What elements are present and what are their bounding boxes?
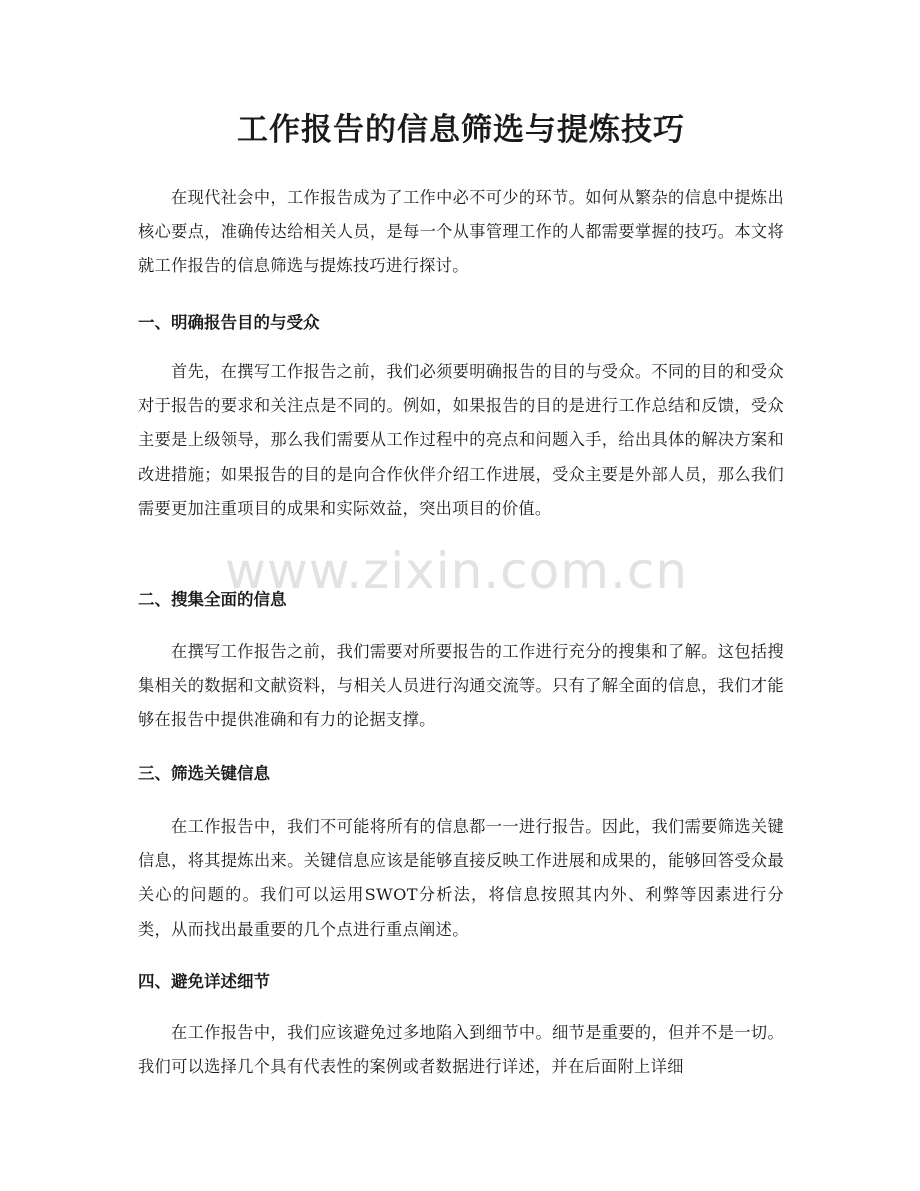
section-heading-1: 一、明确报告目的与受众 (138, 313, 320, 332)
document-title: 工作报告的信息筛选与提炼技巧 (237, 112, 685, 148)
section-heading-3: 三、筛选关键信息 (138, 764, 270, 783)
section-heading-2: 二、搜集全面的信息 (138, 590, 287, 609)
section-body-4: 在工作报告中，我们应该避免过多地陷入到细节中。细节是重要的，但并不是一切。我们可以选择几个具有代表性的案例或者数据进行详述，并在后面附上详细 (138, 1023, 784, 1077)
watermark-text: www.zixin.com.cn (225, 542, 689, 600)
intro-paragraph: 在现代社会中，工作报告成为了工作中必不可少的环节。如何从繁杂的信息中提炼出核心要点，准确传达给相关人员，是每一个从事管理工作的人都需要掌握的技巧。本文将就工作报告的信息筛选与提炼技巧进行探讨。 (138, 188, 784, 276)
section-body-3: 在工作报告中，我们不可能将所有的信息都一一进行报告。因此，我们需要筛选关键信息，将其提炼出来。关键信息应该是能够直接反映工作进展和成果的，能够回答受众最关心的问题的。我们可以运用SWOT分析法，将信息按照其内外、利弊等因素进行分类，从而找出最重要的几个点进行重点阐述。 (138, 817, 784, 939)
section-body-1: 首先，在撰写工作报告之前，我们必须要明确报告的目的与受众。不同的目的和受众对于报告的要求和关注点是不同的。例如，如果报告的目的是进行工作总结和反馈，受众主要是上级领导，那么我们需要从工作过程中的亮点和问题入手，给出具体的解决方案和改进措施；如果报告的目的是向合作伙伴介绍工作进展，受众主要是外部人员，那么我们需要更加注重项目的成果和实际效益，突出项目的价值。 (138, 362, 784, 518)
document-page (138, 0, 784, 1191)
section-body-2: 在撰写工作报告之前，我们需要对所要报告的工作进行充分的搜集和了解。这包括搜集相关的数据和文献资料，与相关人员进行沟通交流等。只有了解全面的信息，我们才能够在报告中提供准确和有力的论据支撑。 (138, 642, 784, 730)
section-heading-4: 四、避免详述细节 (138, 972, 270, 991)
